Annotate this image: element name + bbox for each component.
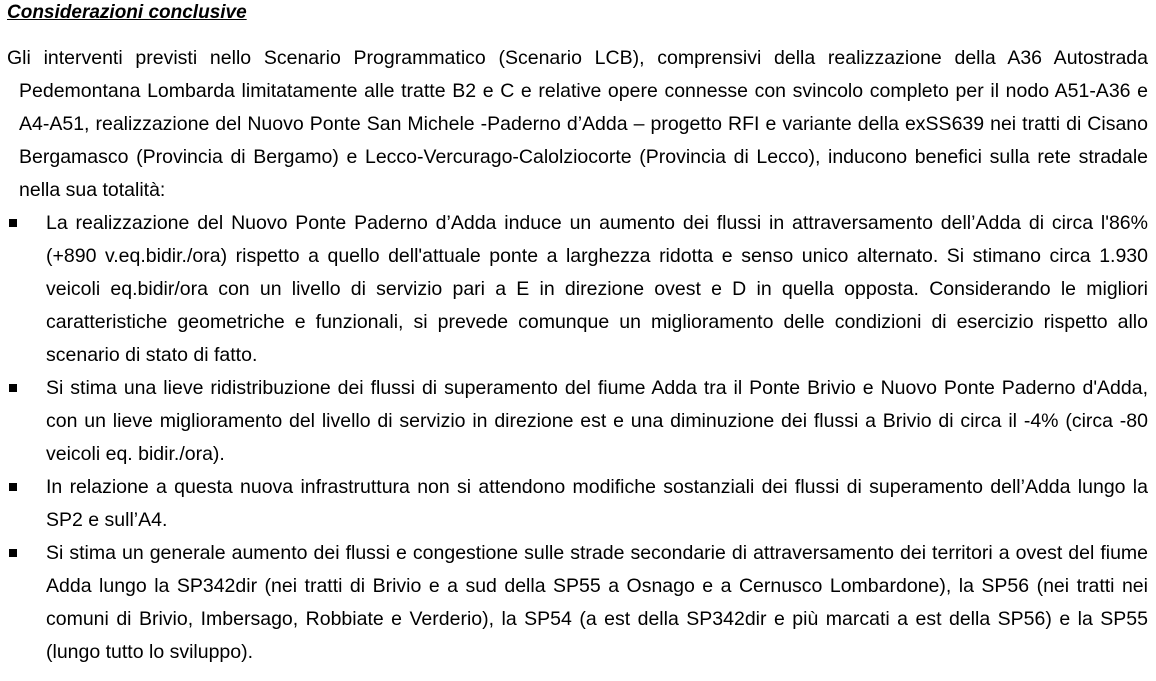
intro-paragraph: Gli interventi previsti nello Scenario Programmatico (Scenario LCB), comprensivi della realizzazione della A36 Autostrada Pedemontana Lombarda limitatamente alle tratte B2 e C e relative opere connesse con svincolo completo per il nodo A51-A36 e A4-A51, realizzazione del Nuovo Ponte San Michele -Paderno d’Adda – progetto RFI e variante della exSS639 nei tratti di Cisano Bergamasco (Provincia di Bergamo) e Lecco-Vercurago-Calolziocorte (Provincia di Lecco), inducono benefici sulla rete stradale nella sua totalità:	[7, 47, 1148, 201]
square-bullet-icon	[9, 219, 17, 227]
square-bullet-icon	[9, 549, 17, 557]
section-heading: Considerazioni conclusive	[7, 2, 247, 23]
bullet-item-flussi-paderno	[7, 207, 1148, 372]
square-bullet-icon	[9, 483, 17, 491]
bullet-text: In relazione a questa nuova infrastruttura non si attendono modifiche sostanziali dei flussi di superamento dell’Adda lungo la SP2 e sull’A4.	[46, 476, 1148, 531]
bullet-item-strade-secondarie	[7, 537, 1148, 669]
square-bullet-icon	[9, 384, 17, 392]
bullet-item-sp2-a4	[7, 471, 1148, 537]
bullet-text: La realizzazione del Nuovo Ponte Paderno d’Adda induce un aumento dei flussi in attraversamento dell’Adda di circa l'86% (+890 v.eq.bidir./ora) rispetto a quello dell'attuale ponte a larghezza ridotta e senso unico alternato. Si stimano circa 1.930 veicoli eq.bidir/ora con un livello di servizio pari a E in direzione ovest e D in quella opposta. Considerando le migliori caratteristiche geometriche e funzionali, si prevede comunque un miglioramento delle condizioni di esercizio rispetto allo scenario di stato di fatto.	[46, 212, 1148, 366]
bullet-item-ridistribuzione	[7, 372, 1148, 471]
bullet-text: Si stima una lieve ridistribuzione dei flussi di superamento del fiume Adda tra il Ponte Brivio e Nuovo Ponte Paderno d'Adda, con un lieve miglioramento del livello di servizio in direzione est e una diminuzione dei flussi a Brivio di circa il -4% (circa -80 veicoli eq. bidir./ora).	[46, 377, 1148, 465]
bullet-text: Si stima un generale aumento dei flussi e congestione sulle strade secondarie di attraversamento dei territori a ovest del fiume Adda lungo la SP342dir (nei tratti di Brivio e a sud della SP55 a Osnago e a Cernusco Lombardone), la SP56 (nei tratti nei comuni di Brivio, Imbersago, Robbiate e Verderio), la SP54 (a est della SP342dir e più marcati a est della SP56) e la SP55 (lungo tutto lo sviluppo).	[46, 542, 1148, 663]
bullet-list	[7, 207, 1148, 669]
